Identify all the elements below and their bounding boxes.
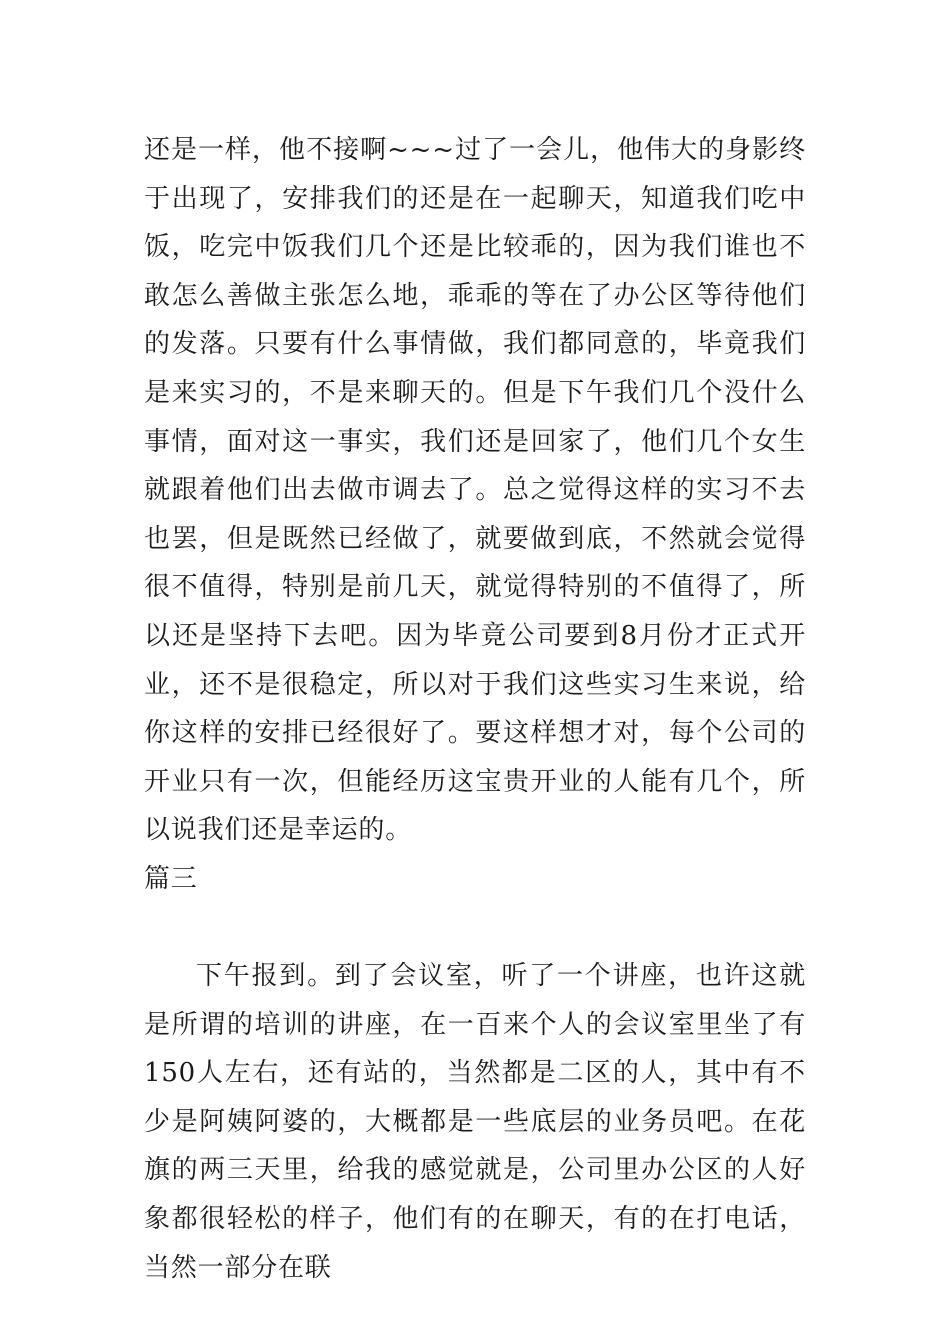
document-body — [144, 126, 806, 1292]
section-title: 篇三 — [144, 863, 198, 894]
paragraph-continued: 还是一样，他不接啊~~~过了一会儿，他伟大的身影终于出现了，安排我们的还是在一起聊天，知道我们吃中饭，吃完中饭我们几个还是比较乖的，因为我们谁也不敢怎么善做主张怎么地，乖乖的等在了办公区等待他们的发落。只要有什么事情做，我们都同意的，毕竟我们是来实习的，不是来聊天的。但是下午我们几个没什么事情，面对这一事实，我们还是回家了，他们几个女生就跟着他们出去做市调去了。总之觉得这样的实习不去也罢，但是既然已经做了，就要做到底，不然就会觉得很不值得，特别是前几天，就觉得特别的不值得了，所以还是坚持下去吧。因为毕竟公司要到8月份才正式开业，还不是很稳定，所以对于我们这些实习生来说，给你这样的安排已经很好了。要这样想才对，每个公司的开业只有一次，但能经历这宝贵开业的人能有几个，所以说我们还是幸运的。 — [144, 135, 806, 846]
blank-line — [144, 904, 806, 953]
paragraph-section-three: 下午报到。到了会议室，听了一个讲座，也许这就是所谓的培训的讲座，在一百来个人的会议室里坐了有150人左右，还有站的，当然都是二区的人，其中有不少是阿姨阿婆的，大概都是一些底层的业务员吧。在花旗的两三天里，给我的感觉就是，公司里办公区的人好象都很轻松的样子，他们有的在聊天，有的在打电话，当然一部分在联 — [144, 961, 806, 1283]
